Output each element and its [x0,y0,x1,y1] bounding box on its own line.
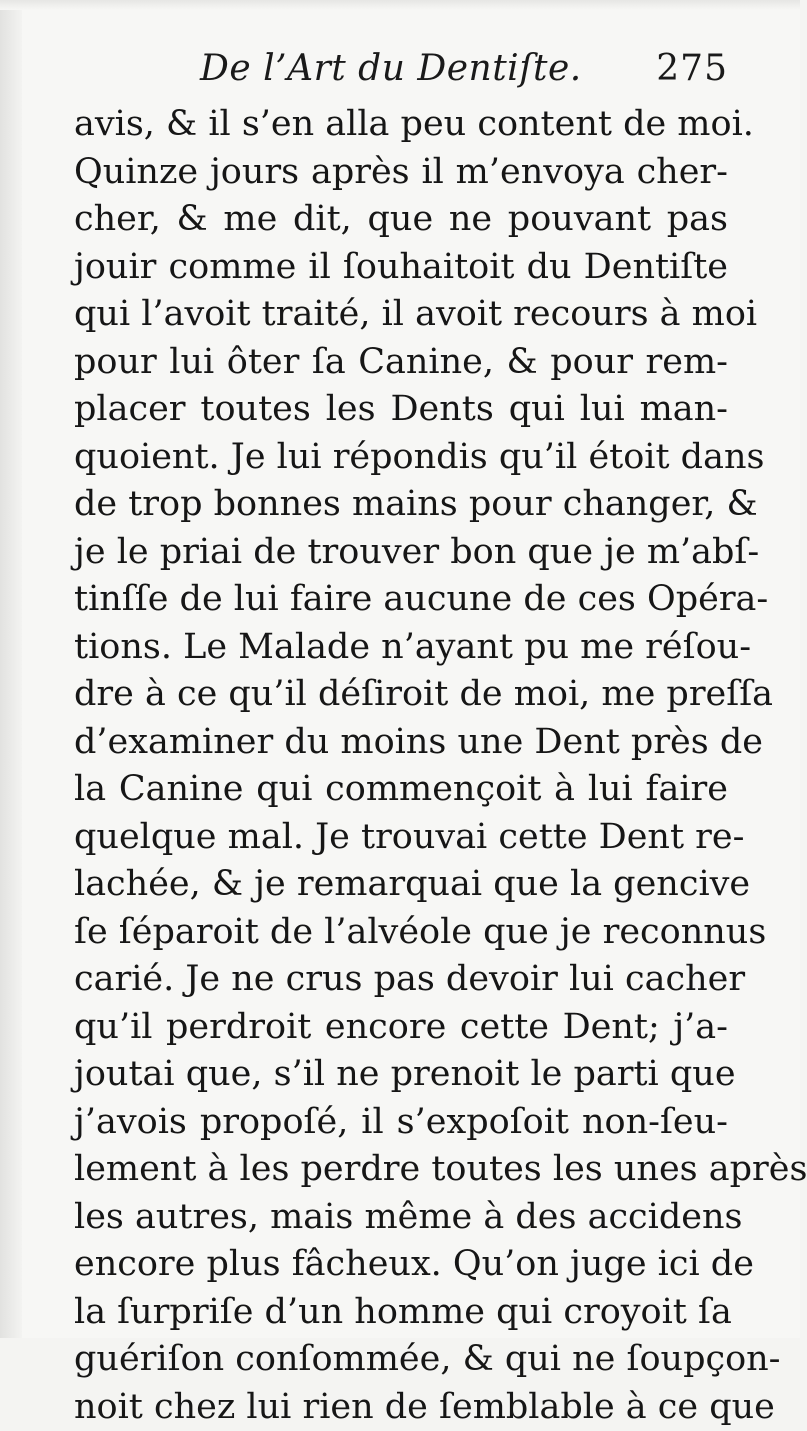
text-line: Quinze jours après il m’envoya cher- [74,149,728,197]
text-line: tinſſe de lui faire aucune de ces Opéra- [74,576,728,624]
text-line: de trop bonnes mains pour changer, & [74,481,728,529]
page-number: 275 [656,48,728,89]
text-line: guériſon conſommée, & qui ne ſoupçon- [74,1336,728,1384]
text-line: tions. Le Malade n’ayant pu me réſou- [74,624,728,672]
text-line: lement à les perdre toutes les unes après [74,1146,728,1194]
text-line: qui l’avoit traité, il avoit recours à moi [74,291,728,339]
text-line: joutai que, s’il ne prenoit le parti que [74,1051,728,1099]
text-line: d’examiner du moins une Dent près de [74,719,728,767]
text-line: pour lui ôter ſa Canine, & pour rem- [74,339,728,387]
text-line: je le priai de trouver bon que je m’abſ- [74,529,728,577]
text-line: carié. Je ne crus pas devoir lui cacher [74,956,728,1004]
text-line: avis, & il s’en alla peu content de moi. [74,101,728,149]
text-line: quelque mal. Je trouvai cette Dent re- [74,814,728,862]
page-header [200,48,728,104]
top-edge-shadow [0,0,800,10]
text-line: j’avois propoſé, il s’expoſoit non-ſeu- [74,1099,728,1147]
text-line: encore plus fâcheux. Qu’on juge ici de [74,1241,728,1289]
body-text [74,101,728,1431]
text-line: les autres, mais même à des accidens [74,1194,728,1242]
binding-shadow [0,0,22,1338]
text-line: dre à ce qu’il déſiroit de moi, me preſſa [74,671,728,719]
text-line: placer toutes les Dents qui lui man- [74,386,728,434]
text-line: jouir comme il ſouhaitoit du Dentiſte [74,244,728,292]
text-line: la Canine qui commençoit à lui faire [74,766,728,814]
running-title: De l’Art du Dentiſte. [200,48,582,89]
text-line: la ſurpriſe d’un homme qui croyoit ſa [74,1289,728,1337]
text-line: qu’il perdroit encore cette Dent; j’a- [74,1004,728,1052]
text-line: noit chez lui rien de ſemblable à ce que [74,1384,728,1431]
text-line: quoient. Je lui répondis qu’il étoit dans [74,434,728,482]
text-line: ſe ſéparoit de l’alvéole que je reconnus [74,909,728,957]
text-line: cher, & me dit, que ne pouvant pas [74,196,728,244]
text-line: lachée, & je remarquai que la gencive [74,861,728,909]
